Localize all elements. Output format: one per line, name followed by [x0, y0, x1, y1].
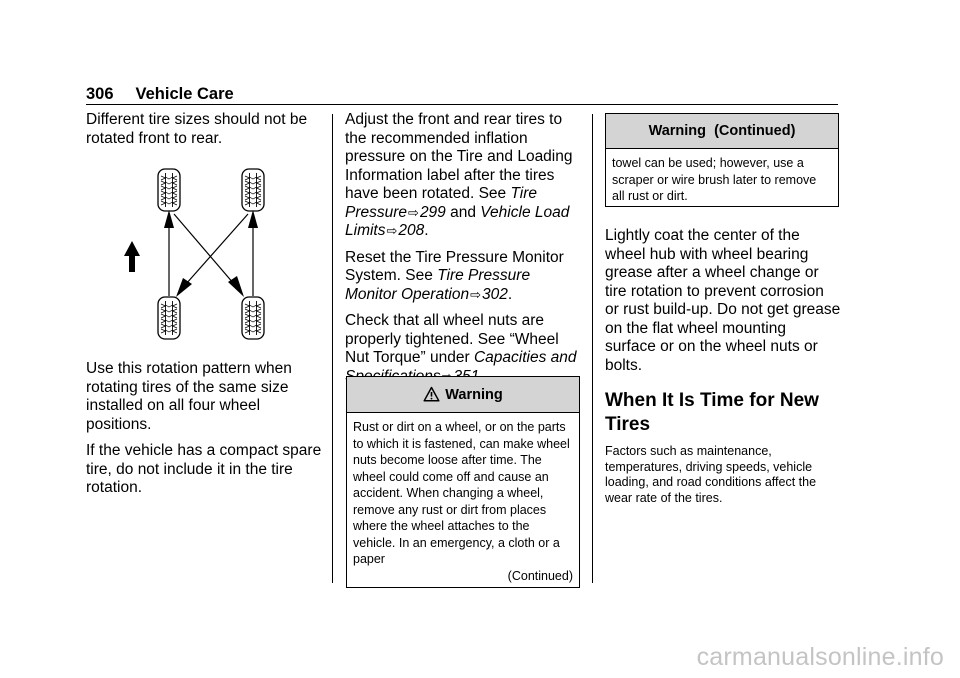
arrow-up-left-icon: [164, 210, 174, 228]
header-rule: [86, 104, 838, 105]
xref-arrow-icon: ⇨: [386, 223, 398, 238]
column-1-lower: [86, 360, 322, 498]
warning-title: Warning (Continued): [648, 123, 796, 139]
tire-rear-left-icon: [158, 297, 180, 339]
xref-link[interactable]: Capacities and: [473, 349, 577, 366]
tire-rotation-diagram: [120, 164, 280, 344]
text: and: [445, 203, 481, 221]
paragraph: Use this rotation pattern when rotating tires of the same size installed on all four wheel positions.: [86, 360, 292, 433]
xref-arrow-icon: ⇨: [470, 286, 481, 302]
section-title: Vehicle Care: [135, 85, 234, 103]
paragraph: Lightly coat the center of the wheel hub with wheel bearing grease after a wheel change or tire rotation to prevent corrosion or rust build-up. Do not get grease on the flat wheel mounting surface or on the wheel nuts or bolts.: [605, 227, 841, 374]
forward-direction-arrow-icon: [124, 241, 140, 272]
tire-rear-right-icon: [242, 297, 264, 339]
xref-link[interactable]: Vehicle Load Limits: [345, 203, 570, 239]
warning-box: [346, 376, 580, 588]
tire-front-right-icon: [242, 169, 264, 211]
text: Reset the Tire Pressure Monitor System. See: [345, 248, 564, 284]
paragraph: Adjust the front and rear tires to the recommended inflation pressure on the Tire and Loading Information label after the tires have been rotated. See Tire Pressure⇨299 and Vehicle Load Limits⇨208.: [345, 111, 573, 239]
warning-continued: (Continued): [507, 568, 573, 583]
text: Adjust the front and rear tires to the recommended inflation pressure on the Tire and Loading Information label after the tires have been rotated. See: [345, 111, 573, 202]
page-header: [86, 84, 838, 104]
paragraph: If the vehicle has a compact spare tire, do not include it in the tire rotation.: [86, 442, 322, 496]
arrow-up-right-icon: [248, 210, 258, 228]
warning-header: [347, 377, 579, 413]
xref-page[interactable]: 302: [481, 285, 508, 303]
paragraph: [345, 312, 581, 386]
column-2: [345, 111, 581, 386]
column-divider-1: [332, 114, 333, 583]
column-3: [605, 227, 841, 506]
xref-link[interactable]: Tire Pressure: [345, 185, 538, 221]
xref-arrow-icon: ⇨: [408, 204, 419, 220]
xref-link[interactable]: Tire Pressure Monitor Operation: [345, 267, 531, 303]
warning-header: [606, 114, 838, 149]
warning-body: towel can be used; however, use a scraper or wire brush later to remove all rust or dirt.: [612, 156, 817, 203]
warning-triangle-icon: [423, 386, 440, 403]
warning-body: Rust or dirt on a wheel, or on the parts to which it is fastened, can make wheel nuts become loose after time. The wheel could come off and cause an accident. When changing a wheel, remove any rust or dirt from places where the wheel attaches to the vehicle. In an emergency, a cloth or a paper: [353, 420, 570, 566]
xref-page[interactable]: 208: [398, 222, 425, 239]
column-1: [86, 111, 322, 148]
warning-box-continued: [605, 113, 839, 207]
paragraph: Factors such as maintenance, temperatures, driving speeds, vehicle loading, and road conditions affect the wear rate of the tires.: [605, 444, 817, 505]
column-divider-2: [592, 114, 593, 583]
section-heading: When It Is Time for New Tires: [605, 390, 819, 435]
xref-page[interactable]: 299: [419, 203, 446, 221]
page-number: 306: [86, 85, 114, 103]
warning-title: Warning: [445, 386, 503, 403]
paragraph: Different tire sizes should not be rotated front to rear.: [86, 111, 308, 147]
arrow-diagonal-left-icon: [176, 278, 192, 297]
tire-front-left-icon: [158, 169, 180, 211]
paragraph: Reset the Tire Pressure Monitor System. See Tire Pressure Monitor Operation⇨302.: [345, 248, 564, 303]
text: Check that all wheel nuts are properly tightened. See “Wheel Nut Torque” under: [345, 312, 559, 366]
watermark: carmanualsonline.info: [696, 643, 944, 671]
